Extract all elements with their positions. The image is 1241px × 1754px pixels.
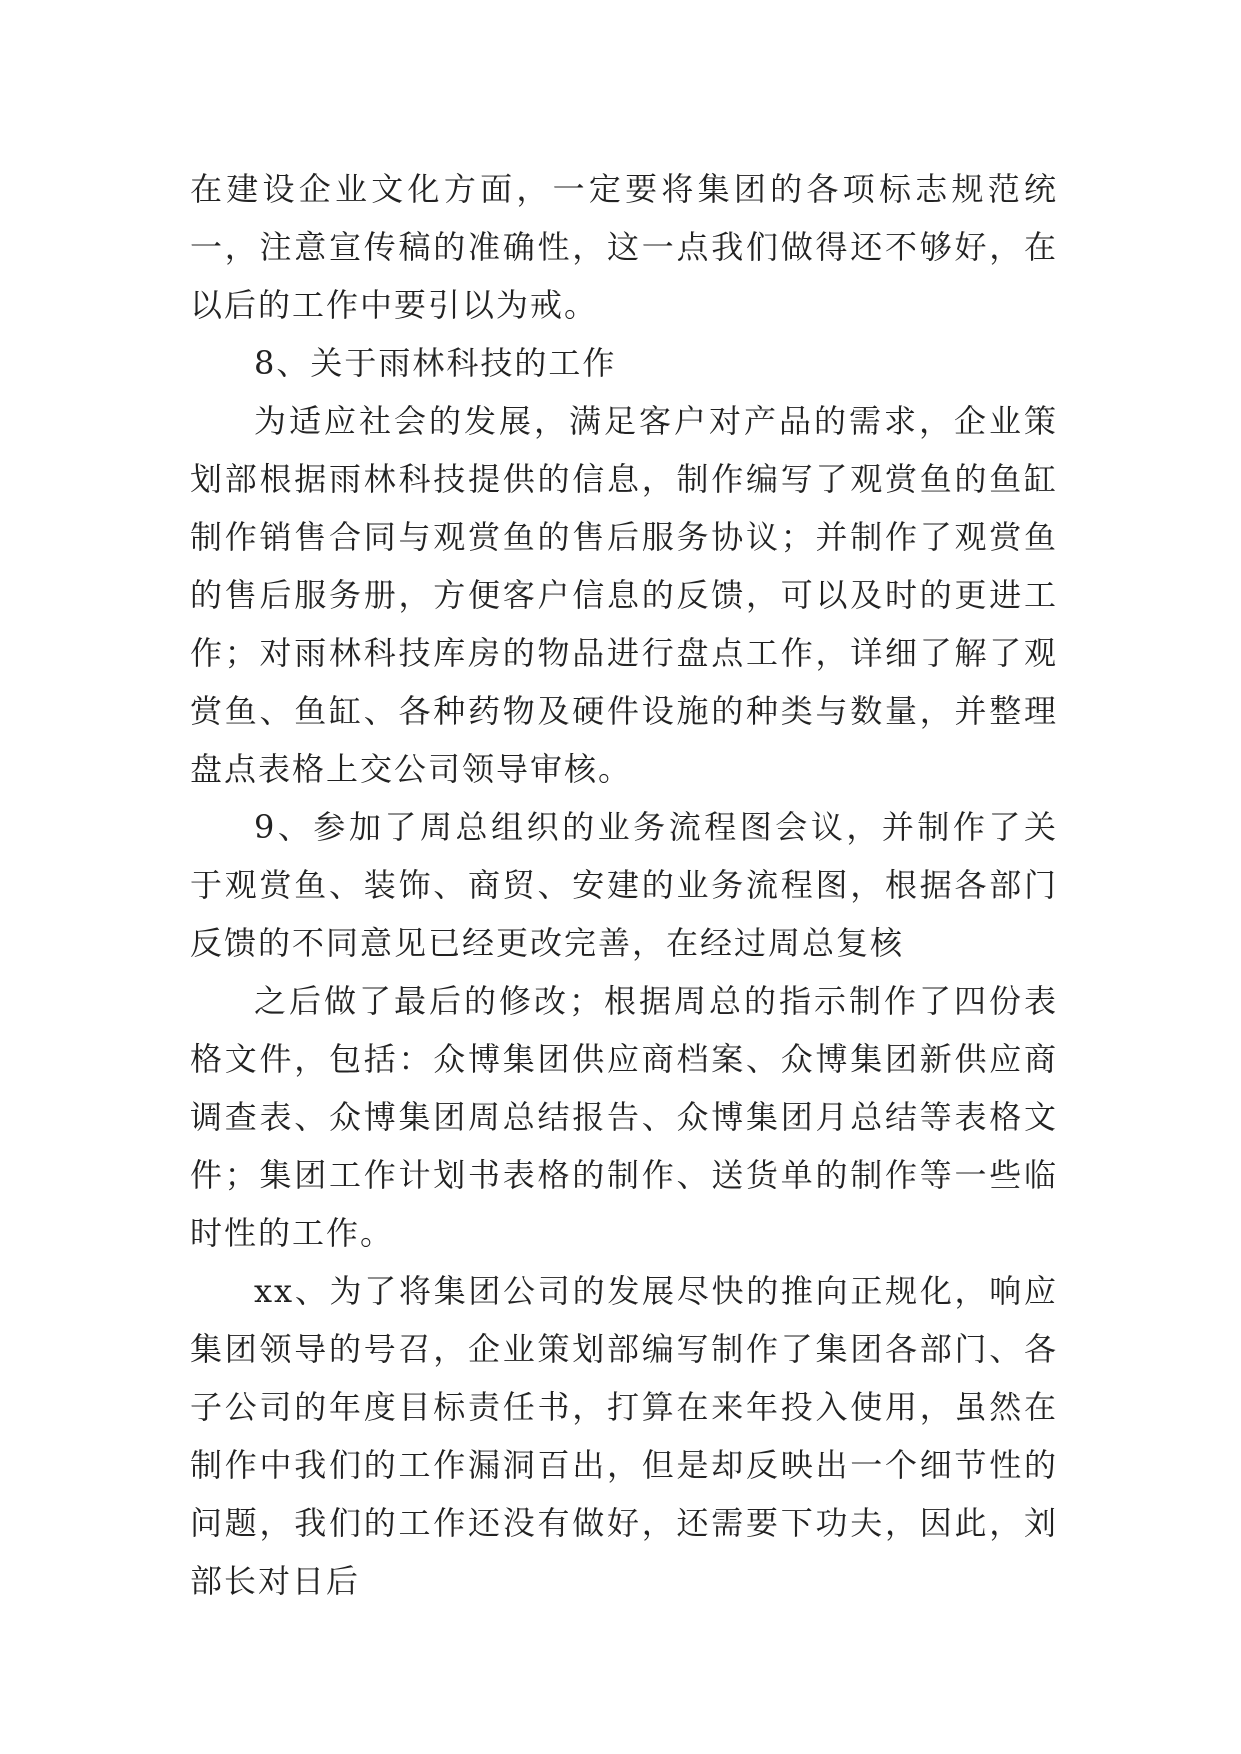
document-body <box>190 160 1058 1610</box>
section-heading-rainforest-tech: 8、关于雨林科技的工作 <box>254 344 617 382</box>
paragraph-target-responsibility: xx、为了将集团公司的发展尽快的推向正规化，响应集团领导的号召，企业策划部编写制作了集团各部门、各子公司的年度目标责任书，打算在来年投入使用，虽然在制作中我们的工作漏洞百出，但是却反映出一个细节性的问题，我们的工作还没有做好，还需要下功夫，因此，刘部长对日后 <box>190 1272 1058 1600</box>
paragraph-flowchart-meeting: 9、参加了周总组织的业务流程图会议，并制作了关于观赏鱼、装饰、商贸、安建的业务流程图，根据各部门反馈的不同意见已经更改完善，在经过周总复核 <box>190 808 1058 962</box>
paragraph-rainforest-tech: 为适应社会的发展，满足客户对产品的需求，企业策划部根据雨林科技提供的信息，制作编写了观赏鱼的鱼缸制作销售合同与观赏鱼的售后服务协议；并制作了观赏鱼的售后服务册，方便客户信息的反馈，可以及时的更进工作；对雨林科技库房的物品进行盘点工作，详细了解了观赏鱼、鱼缸、各种药物及硬件设施的种类与数量，并整理盘点表格上交公司领导审核。 <box>190 402 1058 788</box>
paragraph-forms: 之后做了最后的修改；根据周总的指示制作了四份表格文件，包括：众博集团供应商档案、众博集团新供应商调查表、众博集团周总结报告、众博集团月总结等表格文件；集团工作计划书表格的制作、送货单的制作等一些临时性的工作。 <box>190 982 1058 1252</box>
paragraph-culture: 在建设企业文化方面，一定要将集团的各项标志规范统一，注意宣传稿的准确性，这一点我们做得还不够好，在以后的工作中要引以为戒。 <box>190 170 1058 324</box>
